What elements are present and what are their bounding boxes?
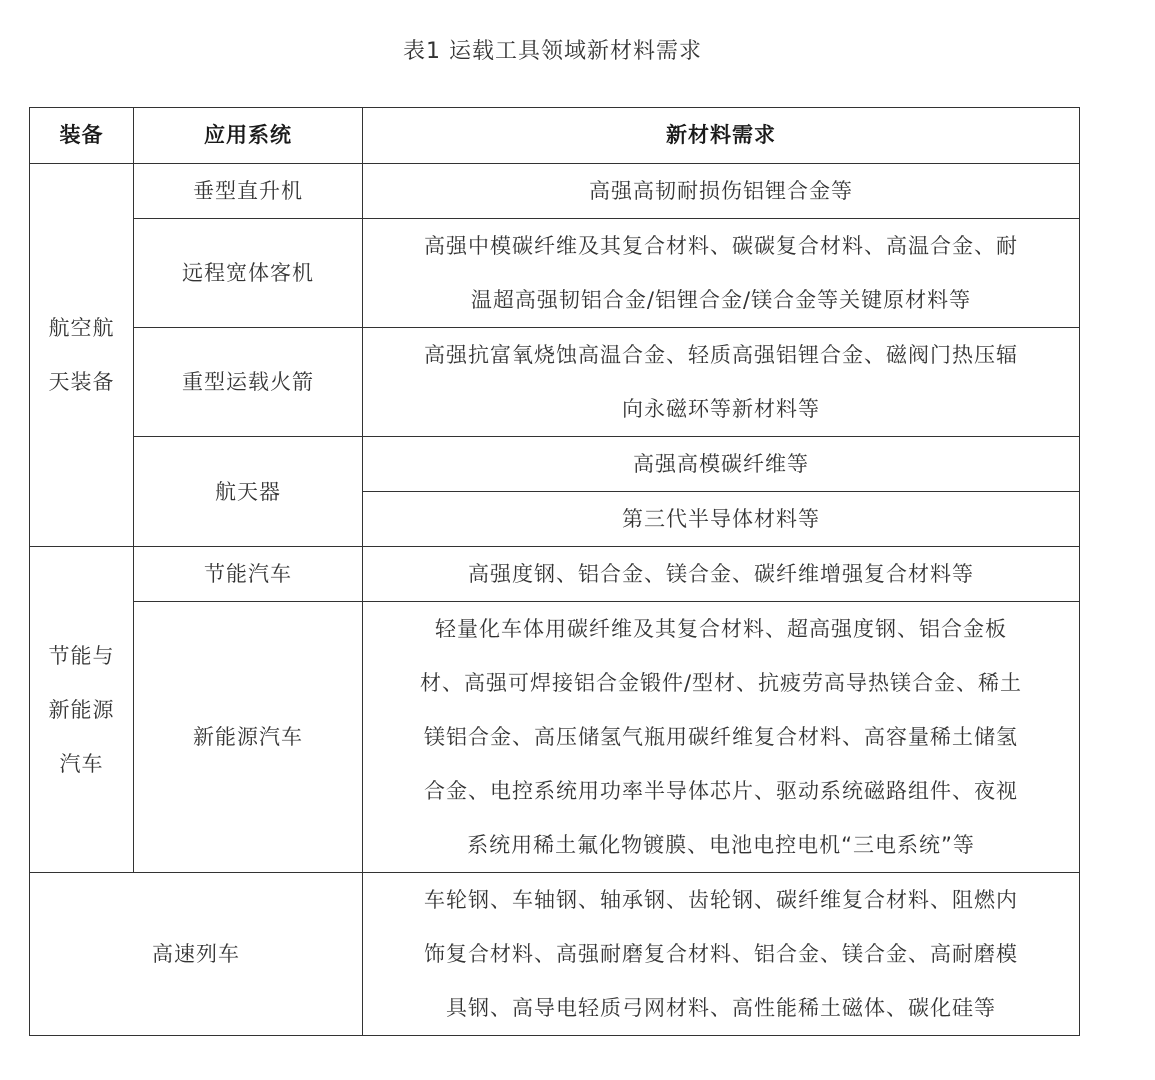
demand-line: 高强度钢、铝合金、镁合金、碳纤维增强复合材料等 [468,562,974,586]
demand-line: 高强高模碳纤维等 [633,452,809,476]
table-row [30,602,1080,873]
demand-line: 合金、电控系统用功率半导体芯片、驱动系统磁路组件、夜视 [424,779,1018,803]
table-row [30,219,1080,328]
header-material-demand: 新材料需求 [363,108,1080,164]
table-row [30,164,1080,219]
table-row [30,873,1080,1036]
system-cell: 节能汽车 [134,547,363,602]
system-cell: 远程宽体客机 [134,219,363,328]
header-application-system: 应用系统 [134,108,363,164]
equipment-label-line: 新能源 [48,697,115,722]
demand-cell [363,547,1080,602]
demand-line: 车轮钢、车轴钢、轴承钢、齿轮钢、碳纤维复合材料、阻燃内 [424,888,1018,912]
demand-cell [363,873,1080,1036]
demand-cell [363,602,1080,873]
demand-line: 系统用稀土氟化物镀膜、电池电控电机“三电系统”等 [467,833,975,857]
equipment-label-line: 汽车 [59,751,104,776]
demand-line: 向永磁环等新材料等 [622,397,820,421]
materials-table [29,107,1080,1036]
header-equipment: 装备 [30,108,134,164]
equipment-high-speed-train: 高速列车 [30,873,363,1036]
demand-line: 高强抗富氧烧蚀高温合金、轻质高强铝锂合金、磁阀门热压辐 [424,343,1018,367]
table-header-row [30,108,1080,164]
system-cell: 航天器 [134,437,363,547]
demand-line: 饰复合材料、高强耐磨复合材料、铝合金、镁合金、高耐磨模 [424,942,1018,966]
system-cell: 垂型直升机 [134,164,363,219]
demand-line: 具钢、高导电轻质弓网材料、高性能稀土磁体、碳化硅等 [446,996,996,1020]
demand-cell [363,164,1080,219]
demand-line: 高强高韧耐损伤铝锂合金等 [589,179,853,203]
demand-line: 镁铝合金、高压储氢气瓶用碳纤维复合材料、高容量稀土储氢 [424,725,1018,749]
system-cell: 新能源汽车 [134,602,363,873]
table-title: 表1 运载工具领域新材料需求 [403,39,702,64]
table-row [30,328,1080,437]
demand-line: 轻量化车体用碳纤维及其复合材料、超高强度钢、铝合金板 [435,617,1007,641]
equipment-vehicles [30,547,134,873]
demand-line: 材、高强可焊接铝合金锻件/型材、抗疲劳高导热镁合金、稀土 [419,671,1023,695]
demand-line: 温超高强韧铝合金/铝锂合金/镁合金等关键原材料等 [470,288,972,312]
equipment-label-line: 航空航 [48,316,115,340]
equipment-label-line: 节能与 [48,643,115,668]
demand-line: 第三代半导体材料等 [622,507,820,531]
table-row [30,547,1080,602]
demand-cell [363,219,1080,328]
demand-cell [363,437,1080,492]
table-row [30,437,1080,492]
demand-cell [363,492,1080,547]
demand-cell [363,328,1080,437]
equipment-aerospace [30,164,134,547]
demand-line: 高强中模碳纤维及其复合材料、碳碳复合材料、高温合金、耐 [424,234,1018,258]
equipment-label-line: 天装备 [48,370,115,394]
system-cell: 重型运载火箭 [134,328,363,437]
